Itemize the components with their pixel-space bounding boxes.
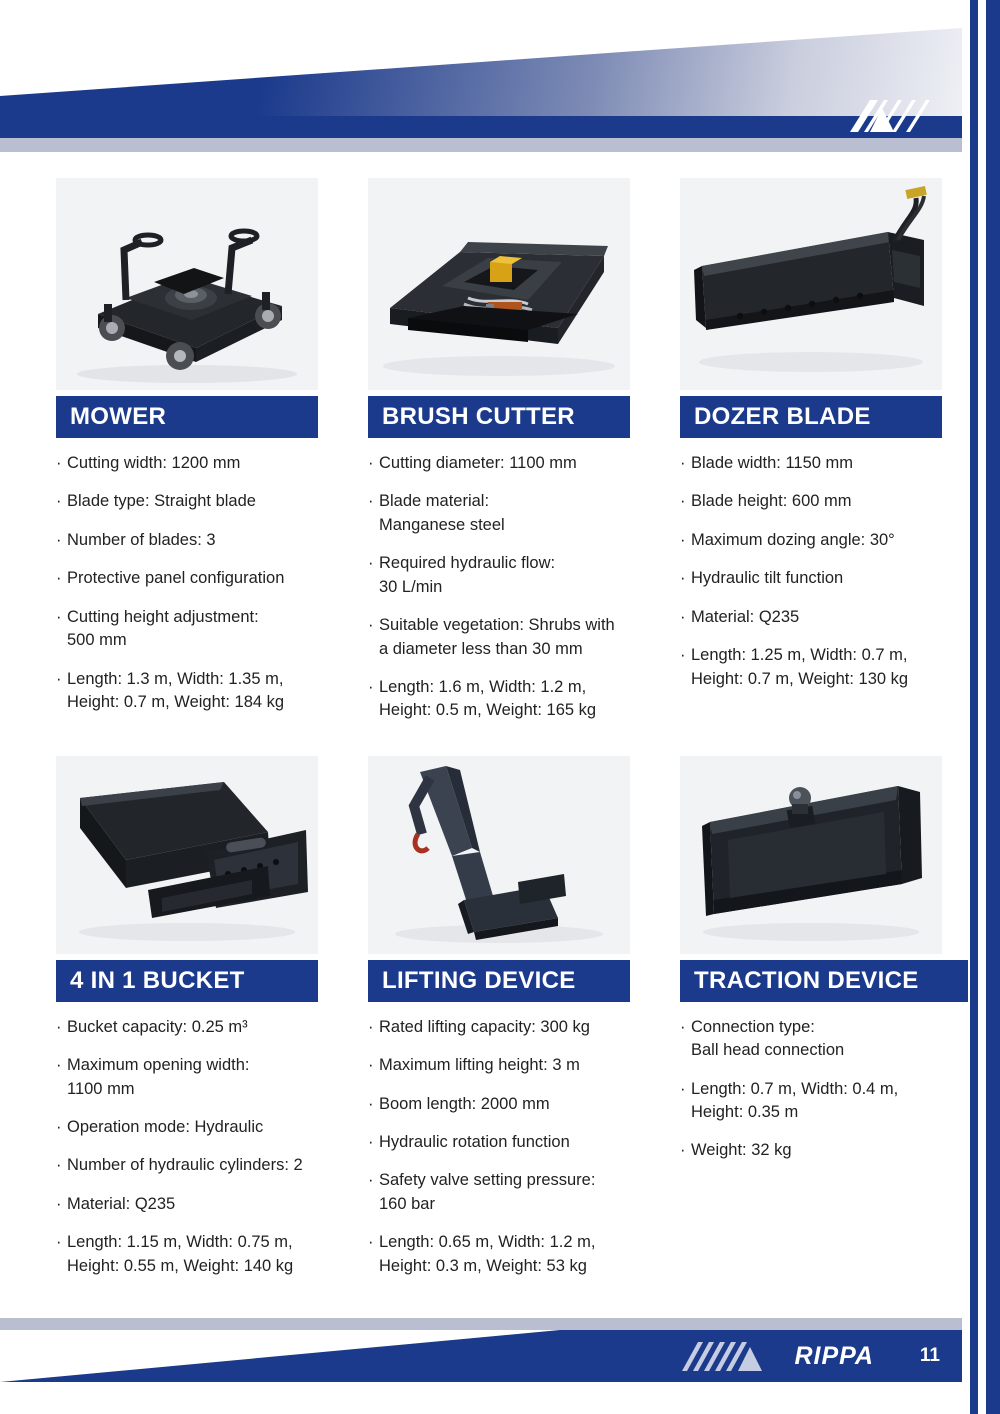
spec-text: Protective panel configuration — [67, 569, 285, 588]
bullet-dot: · — [368, 1233, 374, 1252]
spec-item — [56, 1154, 328, 1177]
lifting-device-attachment-photo — [368, 756, 630, 954]
bullet-dot: · — [56, 1017, 62, 1036]
product-title-bar-mower — [56, 396, 318, 438]
spec-text: Number of blades: 3 — [67, 530, 216, 549]
bullet-dot: · — [56, 607, 62, 626]
product-title-bar-lifting-device — [368, 960, 630, 1002]
spec-item — [680, 490, 952, 513]
spec-text: Blade material: Manganese steel — [379, 492, 505, 534]
product-specs-brush-cutter — [368, 452, 640, 723]
spec-item — [368, 1016, 640, 1039]
spec-text: Length: 1.3 m, Width: 1.35 m, Height: 0.7 m, Weight: 184 kg — [67, 669, 285, 711]
spec-text: Hydraulic tilt function — [691, 569, 844, 588]
spec-text: Maximum opening width: 1100 mm — [67, 1056, 250, 1098]
header-grey-band — [0, 138, 962, 152]
spec-text: Rated lifting capacity: 300 kg — [379, 1017, 590, 1036]
product-specs-dozer-blade — [680, 452, 952, 691]
spec-item — [680, 452, 952, 475]
right-edge-bar-outer — [986, 0, 1000, 1414]
spec-item — [368, 676, 640, 723]
bullet-dot: · — [368, 1017, 374, 1036]
spec-text: Cutting diameter: 1100 mm — [379, 454, 577, 472]
product-grid — [56, 178, 942, 1293]
product-title-bar-4-in-1-bucket — [56, 960, 318, 1002]
header-blue-band — [0, 116, 962, 138]
spec-text: Blade width: 1150 mm — [691, 454, 854, 472]
spec-text: Safety valve setting pressure: 160 bar — [379, 1171, 596, 1213]
bullet-dot: · — [680, 1017, 686, 1036]
spec-text: Length: 1.15 m, Width: 0.75 m, Height: 0.55 m, Weight: 140 kg — [67, 1233, 294, 1275]
bullet-dot: · — [368, 677, 374, 696]
product-title: BRUSH CUTTER — [382, 403, 575, 430]
spec-text: Maximum dozing angle: 30° — [691, 530, 895, 549]
spec-text: Required hydraulic flow: 30 L/min — [379, 554, 556, 596]
spec-item — [56, 529, 328, 552]
product-title-bar-traction-device — [680, 960, 968, 1002]
spec-item — [368, 1231, 640, 1278]
bullet-dot: · — [56, 569, 62, 588]
bullet-dot: · — [56, 530, 62, 549]
spec-text: Connection type: Ball head connection — [691, 1017, 845, 1060]
spec-item — [56, 452, 328, 475]
spec-item — [56, 1231, 328, 1278]
spec-item — [368, 490, 640, 537]
spec-item — [680, 644, 952, 691]
spec-text: Boom length: 2000 mm — [379, 1094, 550, 1113]
footer-grey-band — [0, 1318, 962, 1330]
spec-item — [680, 606, 952, 629]
spec-text: Blade height: 600 mm — [691, 492, 852, 511]
spec-item — [368, 552, 640, 599]
spec-text: Length: 0.7 m, Width: 0.4 m, Height: 0.35 m — [691, 1079, 899, 1122]
bullet-dot: · — [368, 1171, 374, 1190]
dozer-blade-attachment-photo — [680, 178, 942, 390]
bullet-dot: · — [56, 1233, 62, 1252]
bullet-dot: · — [56, 1156, 62, 1175]
spec-text: Weight: 32 kg — [691, 1141, 792, 1160]
spec-item — [56, 668, 328, 715]
product-title: 4 IN 1 BUCKET — [70, 966, 245, 994]
bullet-dot: · — [680, 646, 686, 665]
product-card-dozer-blade — [680, 178, 942, 738]
bullet-dot: · — [368, 554, 374, 573]
product-specs-traction-device — [680, 1016, 952, 1163]
bullet-dot: · — [368, 454, 374, 472]
bullet-dot: · — [368, 616, 374, 635]
spec-item — [680, 1016, 952, 1063]
footer-brand-name: RIPPA — [794, 1342, 874, 1370]
bullet-dot: · — [680, 1141, 686, 1160]
bullet-dot: · — [680, 569, 686, 588]
bullet-dot: · — [56, 492, 62, 511]
spec-text: Operation mode: Hydraulic — [67, 1118, 264, 1137]
product-card-mower — [56, 178, 318, 738]
bullet-dot: · — [680, 530, 686, 549]
spec-item — [56, 490, 328, 513]
product-card-lifting-device — [368, 756, 630, 1293]
traction-device-attachment-photo — [680, 756, 942, 954]
spec-text: Hydraulic rotation function — [379, 1133, 570, 1152]
bullet-dot: · — [56, 1194, 62, 1213]
bullet-dot: · — [368, 492, 374, 511]
product-title: TRACTION DEVICE — [694, 966, 919, 994]
spec-text: Cutting width: 1200 mm — [67, 454, 241, 472]
spec-text: Blade type: Straight blade — [67, 492, 256, 511]
product-specs-lifting-device — [368, 1016, 640, 1278]
spec-item — [56, 1116, 328, 1139]
footer-bottom-space — [0, 1382, 962, 1414]
rippa-chevron-logo-icon — [848, 96, 944, 136]
spec-item — [368, 1093, 640, 1116]
page-number: 11 — [919, 1345, 940, 1366]
product-card-brush-cutter — [368, 178, 630, 738]
spec-text: Number of hydraulic cylinders: 2 — [67, 1156, 303, 1175]
chevron-stripes-icon — [680, 1338, 776, 1374]
spec-text: Material: Q235 — [691, 607, 800, 626]
spec-item — [368, 1169, 640, 1216]
bullet-dot: · — [56, 454, 62, 472]
spec-text: Length: 1.25 m, Width: 0.7 m, Height: 0.7 m, Weight: 130 kg — [691, 646, 909, 688]
product-specs-mower — [56, 452, 328, 714]
bullet-dot: · — [680, 492, 686, 511]
right-edge-decor — [962, 0, 1000, 1414]
spec-item — [56, 567, 328, 590]
bullet-dot: · — [56, 1118, 62, 1137]
bullet-dot: · — [680, 454, 686, 472]
bullet-dot: · — [680, 1079, 686, 1098]
spec-text: Bucket capacity: 0.25 m³ — [67, 1017, 248, 1036]
spec-item — [680, 567, 952, 590]
spec-text: Maximum lifting height: 3 m — [379, 1056, 580, 1075]
product-title-bar-brush-cutter — [368, 396, 630, 438]
page-header — [0, 0, 962, 152]
product-title-bar-dozer-blade — [680, 396, 942, 438]
right-edge-bar-inner — [970, 0, 978, 1414]
spec-item — [680, 1139, 952, 1162]
product-card-4-in-1-bucket — [56, 756, 318, 1293]
brush-cutter-attachment-photo — [368, 178, 630, 390]
page-footer — [0, 1318, 962, 1414]
spec-item — [56, 1193, 328, 1216]
spec-item — [368, 1054, 640, 1077]
spec-item — [680, 1078, 952, 1125]
spec-item — [56, 1054, 328, 1101]
product-card-traction-device — [680, 756, 942, 1293]
bullet-dot: · — [56, 1056, 62, 1075]
spec-item — [368, 452, 640, 475]
spec-text: Length: 0.65 m, Width: 1.2 m, Height: 0.3 m, Weight: 53 kg — [379, 1233, 596, 1275]
bullet-dot: · — [368, 1133, 374, 1152]
spec-text: Length: 1.6 m, Width: 1.2 m, Height: 0.5 m, Weight: 165 kg — [379, 677, 597, 720]
product-title: DOZER BLADE — [694, 403, 871, 430]
product-specs-4-in-1-bucket — [56, 1016, 328, 1278]
spec-text: Cutting height adjustment: 500 mm — [67, 607, 259, 650]
spec-item — [368, 1131, 640, 1154]
bullet-dot: · — [680, 607, 686, 626]
bullet-dot: · — [368, 1056, 374, 1075]
spec-item — [368, 614, 640, 661]
spec-text: Suitable vegetation: Shrubs with a diameter less than 30 mm — [379, 616, 615, 658]
four-in-one-bucket-attachment-photo — [56, 756, 318, 954]
mower-attachment-photo — [56, 178, 318, 390]
spec-text: Material: Q235 — [67, 1194, 176, 1213]
spec-item — [680, 529, 952, 552]
spec-item — [56, 606, 328, 653]
bullet-dot: · — [56, 669, 62, 688]
product-title: MOWER — [70, 403, 167, 430]
spec-item — [56, 1016, 328, 1039]
product-title: LIFTING DEVICE — [382, 966, 576, 994]
bullet-dot: · — [368, 1094, 374, 1113]
